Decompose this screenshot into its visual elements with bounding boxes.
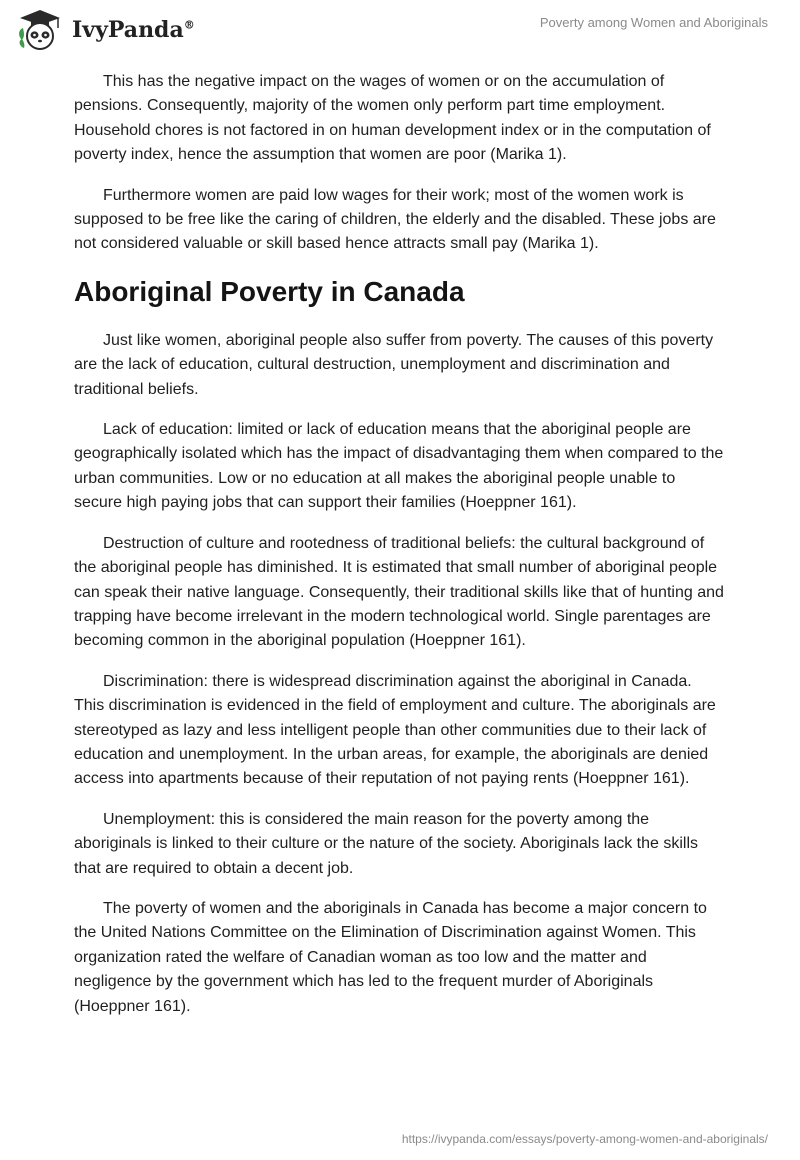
paragraph: Destruction of culture and rootedness of traditional beliefs: the cultural background of the aboriginal people has diminished. It is estimated that small number of aboriginal people can speak their native language. Consequently, their traditional skills like that of hunting and trapping have become irrelevant in the modern technological world. Single parentages are becoming common in the aboriginal population (Hoeppner 161). <box>74 534 724 650</box>
essay-content <box>74 70 726 1035</box>
paragraph: Just like women, aboriginal people also suffer from poverty. The causes of this poverty are the lack of education, cultural destruction, unemployment and discrimination and traditional beliefs. <box>74 331 714 398</box>
document-title: Poverty among Women and Aboriginals <box>539 15 768 30</box>
paragraph: Furthermore women are paid low wages for their work; most of the women work is supposed to be free like the caring of children, the elderly and the disabled. These jobs are not considered valuable or skill based hence attracts small pay (Marika 1). <box>74 186 716 253</box>
logo-wordmark: IvyPanda® <box>72 17 195 43</box>
source-url[interactable]: https://ivypanda.com/essays/poverty-among-women-and-aboriginals/ <box>401 1132 768 1146</box>
paragraph: Discrimination: there is widespread discrimination against the aboriginal in Canada. This discrimination is evidenced in the field of employment and culture. The aboriginals are stereotyped as lazy and less intelligent people than other communities due to their lack of education and unemployment. In the urban areas, for example, the aboriginals are denied access into apartments because of their reputation of not paying rents (Hoeppner 161). <box>74 672 716 788</box>
paragraph: The poverty of women and the aboriginals in Canada has become a major concern to the United Nations Committee on the Elimination of Discrimination against Women. This organization rated the welfare of Canadian woman as too low and the matter and negligence by the government which has led to the frequent murder of Aboriginals (Hoeppner 161). <box>74 899 707 1015</box>
paragraph: Unemployment: this is considered the main reason for the poverty among the aboriginals is linked to their culture or the nature of the society. Aboriginals lack the skills that are required to obtain a decent job. <box>74 810 699 877</box>
section-heading: Aboriginal Poverty in Canada <box>74 275 465 307</box>
panda-graduate-icon <box>14 8 66 52</box>
paragraph: Lack of education: limited or lack of education means that the aboriginal people are geographically isolated which has the impact of disadvantaging them when compared to the urban communities. Low or no education at all makes the aboriginal people unable to secure high paying jobs that can support their families (Hoeppner 161). <box>74 421 724 512</box>
paragraph: This has the negative impact on the wages of women or on the accumulation of pensions. Consequently, majority of the women only perform part time employment. Household chores is not factored in on human development index or in the computation of poverty index, hence the assumption that women are poor (Marika 1). <box>74 73 711 164</box>
ivypanda-logo[interactable] <box>14 8 195 52</box>
page-header <box>0 0 800 60</box>
